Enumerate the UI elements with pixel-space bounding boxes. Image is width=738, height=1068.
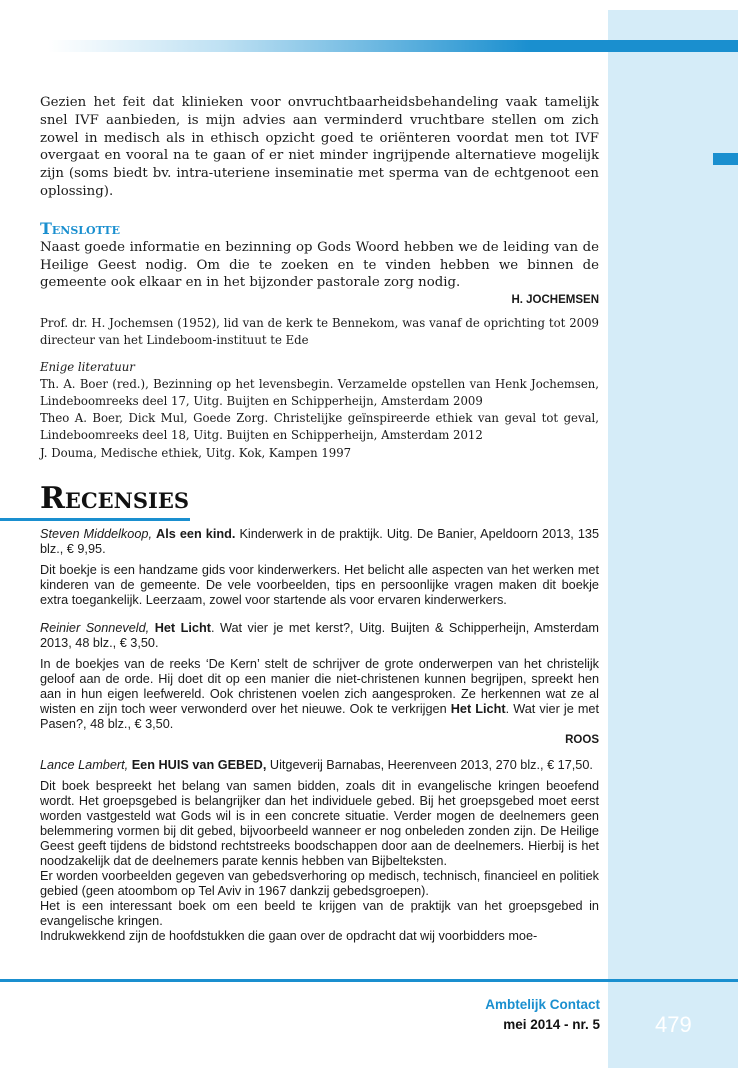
review-3-paragraph: Dit boek bespreekt het belang van samen bidden, zoals dit in evangelische kringen beoefend wordt. Het groepsgebed is belangrijker dan het individuele gebed. Bij het groepsgebed moet eerst worden vastgesteld wat Gods wil is in een concrete situatie. Verder mogen de deelnemers geen belemmering vormen bij dit gebed, bijvoorbeeld wanneer er nog onbeleden zonden zijn. De Heilige Geest geeft tijdens de bidstond rechtstreeks boodschappen door aan de deelnemers. Hierbij is het noodzakelijk dat de deelnemers parate kennis hebben van Bijbelteksten. bbox=[40, 778, 599, 868]
recensies-title: Recensies bbox=[40, 480, 190, 516]
recensies-header bbox=[40, 482, 190, 516]
review-2-author: Reinier Sonneveld, bbox=[40, 620, 150, 635]
footer-rule bbox=[0, 979, 738, 982]
review-2-body-text: In de boekjes van de reeks ‘De Kern’ stelt de schrijver de grote onderwerpen van het christelijk geloof aan de orde. Hij doet dit op een manier die niet-christenen kunnen begrijpen, spreekt hen aan in hun eigen leefwereld. Ook christenen voelen zich aangesproken. Ze herkennen wat ze al wisten en zijn toch weer verwonderd over het nieuwe. Ook te verkrijgen bbox=[40, 656, 599, 716]
intro-paragraph: Gezien het feit dat klinieken voor onvruchtbaarheidsbehandeling vaak tamelijk snel IVF aanbieden, is mijn advies aan verminderd vruchtbare stellen om zich zowel in medisch als in ethisch opzicht goed te oriënteren voordat men tot IVF overgaat en vooral na te gaan of er niet minder ingrijpende alternatieve mogelijk zijn (soms biedt bv. intra-uteriene inseminatie met sperma van de echtgenoot een oplossing). bbox=[40, 95, 599, 199]
review-2-signature: ROOS bbox=[565, 733, 599, 746]
review-1-title: Als een kind. bbox=[156, 526, 236, 541]
right-margin-panel bbox=[608, 10, 738, 1068]
literature-item: J. Douma, Medische ethiek, Uitg. Kok, Kampen 1997 bbox=[40, 445, 352, 460]
review-3-paragraph: Indrukwekkend zijn de hoofdstukken die gaan over de opdracht dat wij voorbidders moe- bbox=[40, 928, 538, 943]
top-gradient-bar bbox=[48, 40, 738, 52]
recensies-underline bbox=[0, 518, 190, 521]
literature-item: Theo A. Boer, Dick Mul, Goede Zorg. Christelijke geïnspireerde ethiek van geval tot geval, Lindeboomreeks deel 18, Uitg. Buijten en Schipperheijn, Amsterdam 2012 bbox=[40, 411, 599, 443]
side-tab-marker bbox=[713, 153, 738, 165]
review-2-details: . Wat vier je met kerst?, Uitg. Buijten & Schipperheijn, Amsterdam 2013, 48 blz., € 3,50. bbox=[40, 620, 599, 650]
review-1-body: Dit boekje is een handzame gids voor kinderwerkers. Het belicht alle aspecten van het werken met kinderen van de gemeente. De vele voorbeelden, tips en persoonlijke vragen maken dit boekje extra toegankelijk. Leerzaam, zowel voor startende als voor ervaren kinderwerkers. bbox=[40, 562, 599, 607]
review-1-details: Kinderwerk in de praktijk. Uitg. De Banier, Apeldoorn 2013, 135 blz., € 9,95. bbox=[40, 526, 600, 556]
review-3-title: Een HUIS van GEBED, bbox=[131, 757, 267, 772]
review-2-body-text-end: . Wat vier je met Pasen?, 48 blz., € 3,50. bbox=[40, 701, 599, 731]
footer-issue: mei 2014 - nr. 5 bbox=[503, 1017, 600, 1032]
literature-heading: Enige literatuur bbox=[40, 359, 135, 374]
tenslotte-signature: H. JOCHEMSEN bbox=[511, 294, 599, 307]
page-content bbox=[40, 94, 599, 944]
page-number: 479 bbox=[655, 1012, 692, 1037]
review-2-title: Het Licht bbox=[154, 620, 211, 635]
tenslotte-heading: Tenslotte bbox=[40, 218, 120, 238]
review-3-author: Lance Lambert, bbox=[40, 757, 129, 772]
review-1-author: Steven Middelkoop, bbox=[40, 526, 152, 541]
review-3-paragraph: Er worden voorbeelden gegeven van gebedsverhoring op medisch, technisch, financieel en politiek gebied (geen atoombom op Tel Aviv in 1967 dankzij gebedsgroepen). bbox=[40, 868, 599, 898]
tenslotte-paragraph: Naast goede informatie en bezinning op Gods Woord hebben we de leiding van de Heilige Geest nodig. Om die te zoeken en te vinden hebben we binnen de gemeente ook elkaar en in het bijzonder pastorale zorg nodig. bbox=[40, 239, 599, 291]
review-3-paragraph: Het is een interessant boek om een beeld te krijgen van de praktijk van het groepsgebed in evangelische kringen. bbox=[40, 898, 599, 928]
review-2-body-title: Het Licht bbox=[450, 701, 506, 716]
review-2-citation bbox=[40, 621, 599, 651]
review-2-body bbox=[40, 657, 599, 732]
literature-item: Th. A. Boer (red.), Bezinning op het levensbegin. Verzamelde opstellen van Henk Jochemsen, Lindeboomreeks deel 17, Uitg. Buijten en Schipperheijn, Amsterdam 2009 bbox=[40, 376, 599, 408]
author-bio: Prof. dr. H. Jochemsen (1952), lid van de kerk te Bennekom, was vanaf de oprichting tot 2009 directeur van het Lindeboom-instituut te Ede bbox=[40, 316, 599, 348]
review-3-citation bbox=[40, 758, 599, 773]
review-1-citation bbox=[40, 527, 599, 557]
review-3-details: Uitgeverij Barnabas, Heerenveen 2013, 270 blz., € 17,50. bbox=[266, 757, 593, 772]
footer-magazine-title: Ambtelijk Contact bbox=[485, 997, 600, 1012]
